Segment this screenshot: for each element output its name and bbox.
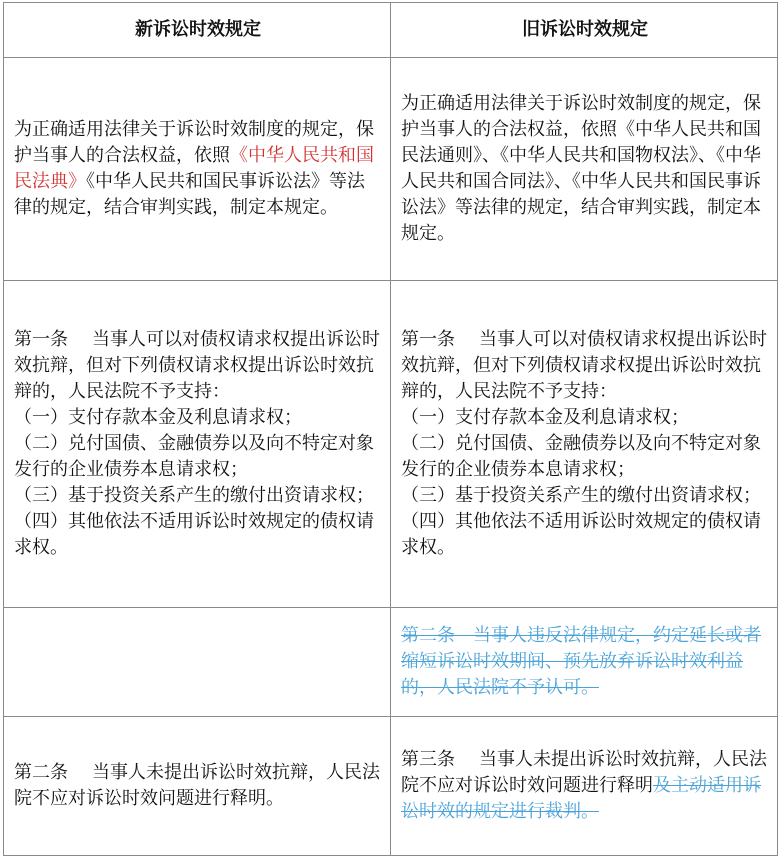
list-item: （一）支付存款本金及利息请求权； [14,407,302,428]
list-item: （一）支付存款本金及利息请求权； [401,407,689,428]
article-label: 第三条 [401,749,455,770]
explanation-article-old [391,717,778,856]
header-new-rules: 新诉讼时效规定 [4,3,391,58]
preamble-row [4,58,778,281]
article-text: 当事人未提出诉讼时效抗辩，人民法院不应对诉讼时效问题进行释明 [401,749,767,796]
article-label: 第一条 [14,329,68,350]
removed-article-row [4,608,778,717]
comparison-table [3,2,778,856]
removed-article-new-empty [4,608,391,717]
list-item: （二）兑付国债、金融债券以及向不特定对象发行的企业债券本息请求权； [401,433,761,480]
preamble-new-text-before: 为正确适用法律关于诉讼时效制度的规定，保护当事人的合法权益，依照 [14,119,374,166]
preamble-old-text: 为正确适用法律关于诉讼时效制度的规定，保护当事人的合法权益，依照《中华人民共和国民法通则》、《中华人民共和国物权法》、《中华人民共和国合同法》、《中华人民共和国民事诉讼法》等法律的规定，结合审判实践，制定本规定。 [401,93,761,244]
article-label: 第二条 [14,762,68,783]
list-item: （四）其他依法不适用诉讼时效规定的债权请求权。 [401,511,761,558]
article-one-old-intro [401,327,769,405]
preamble-new [4,58,391,281]
article-one-new [4,281,391,608]
header-row [4,3,778,58]
list-item: （二）兑付国债、金融债券以及向不特定对象发行的企业债券本息请求权； [14,433,374,480]
list-item: （三）基于投资关系产生的缴付出资请求权； [14,485,374,506]
explanation-article-row [4,717,778,856]
civil-code-highlight: 《中华人民共和国民法典》 [14,145,374,192]
article-one-new-intro [14,327,382,405]
preamble-old [391,58,778,281]
preamble-new-text-after: 《中华人民共和国民事诉讼法》等法律的规定，结合审判实践，制定本规定。 [14,171,365,218]
list-item: （四）其他依法不适用诉讼时效规定的债权请求权。 [14,511,374,558]
article-text: 当事人可以对债权请求权提出诉讼时效抗辩，但对下列债权请求权提出诉讼时效抗辩的，人民法院不予支持： [401,329,767,402]
article-text: 当事人未提出诉讼时效抗辩，人民法院不应对诉讼时效问题进行释明。 [14,762,380,809]
article-label: 第一条 [401,329,455,350]
list-item: （三）基于投资关系产生的缴付出资请求权； [401,485,761,506]
article-one-row [4,281,778,608]
article-one-old [391,281,778,608]
removed-article-old [391,608,778,717]
deleted-text: 第二条 当事人违反法律规定，约定延长或者缩短诉讼时效期间、预先放弃诉讼时效利益的，人民法院不予认可。 [401,625,761,698]
deleted-text: 及主动适用诉讼时效的规定进行裁判。 [401,775,761,822]
header-old-rules: 旧诉讼时效规定 [391,3,778,58]
article-text: 当事人可以对债权请求权提出诉讼时效抗辩，但对下列债权请求权提出诉讼时效抗辩的，人民法院不予支持： [14,329,380,402]
explanation-article-new [4,717,391,856]
